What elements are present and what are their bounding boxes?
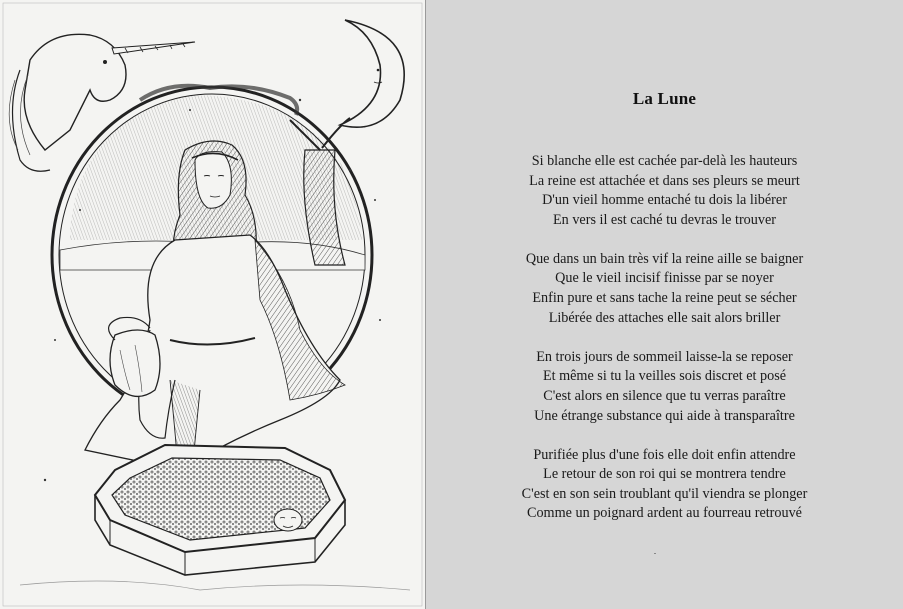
- verse-line: D'un vieil homme entaché tu dois la libérer: [542, 192, 787, 209]
- stanza: [426, 348, 903, 426]
- verse-line: Une étrange substance qui aide à transparaître: [534, 407, 795, 424]
- verse-line: Le retour de son roi qui se montrera tendre: [543, 466, 786, 483]
- verse-line: Enfin pure et sans tache la reine peut se sécher: [532, 290, 797, 307]
- verse-line: Que le vieil incisif finisse par se noyer: [555, 270, 774, 287]
- poem-title: La Lune: [632, 89, 697, 108]
- crescent-moon: [340, 20, 404, 127]
- stanza: [426, 152, 903, 230]
- stanza: [426, 446, 903, 524]
- paper-speck: [654, 553, 656, 554]
- verse-line: Que dans un bain très vif la reine aille se baigner: [525, 250, 804, 267]
- verse-line: Libérée des attaches elle sait alors briller: [548, 309, 781, 326]
- verse-line: Comme un poignard ardent au fourreau retrouvé: [527, 505, 802, 522]
- poem-body: [426, 152, 903, 544]
- poem-page: [426, 0, 903, 609]
- verse-line: C'est alors en silence que tu verras paraître: [543, 387, 786, 404]
- verse-line: Et même si tu la veilles sois discret et posé: [542, 368, 787, 385]
- verse-line: C'est en son sein troublant qu'il viendra se plonger: [521, 485, 808, 502]
- moon-queen-illustration: [0, 0, 425, 609]
- illustration-page: [0, 0, 426, 609]
- verse-line: En vers il est caché tu devras le trouver: [553, 211, 776, 228]
- verse-line: Si blanche elle est cachée par-delà les hauteurs: [531, 153, 798, 169]
- verse-line: Purifiée plus d'une fois elle doit enfin attendre: [533, 446, 796, 463]
- octagonal-basin: [95, 445, 345, 575]
- verse-line: En trois jours de sommeil laisse-la se reposer: [536, 348, 793, 365]
- verse-line: La reine est attachée et dans ses pleurs se meurt: [529, 172, 800, 189]
- stanza: [426, 250, 903, 328]
